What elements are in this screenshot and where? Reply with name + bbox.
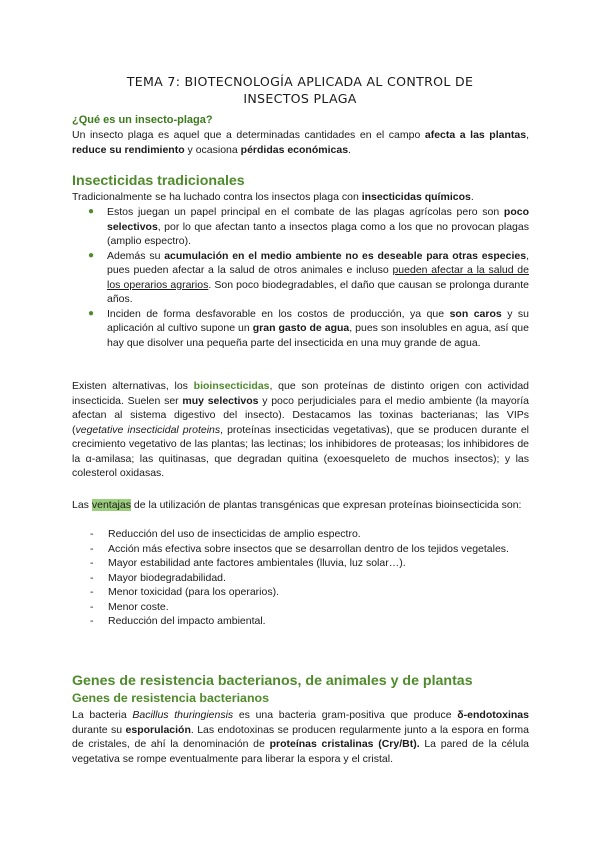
dash-marker: - [90, 600, 94, 613]
dash-marker: - [90, 586, 94, 598]
genes-heading: Genes de resistencia bacterianos, de animales y de plantas [72, 673, 473, 689]
traditional-text: Tradicionalmente se ha luchado contra los insectos plaga con [72, 191, 362, 203]
bullet-text: Estos juegan un papel principal en el combate de las plagas agrícolas pero son [107, 206, 504, 218]
intro-paragraph [72, 128, 529, 157]
dash-marker: - [90, 615, 94, 627]
advantage-item [90, 556, 529, 571]
bullet-bold: son caros [449, 307, 502, 320]
genes-subheading: Genes de resistencia bacterianos [72, 691, 269, 705]
genes-bold: proteínas cristalinas (Cry/Bt). [269, 738, 420, 750]
dash-marker: - [90, 557, 94, 569]
bullet-text: Además su [107, 249, 165, 262]
traditional-paragraph [72, 190, 529, 205]
genes-paragraph [72, 708, 529, 766]
advantages-list [90, 527, 529, 629]
intro-text-2: , [526, 129, 529, 141]
bullet-dot-icon: ● [88, 307, 95, 319]
advantage-item [90, 585, 529, 600]
bioinsecticides-paragraph [72, 379, 529, 481]
advantage-item [90, 527, 529, 542]
dash-marker: - [90, 528, 94, 540]
traditional-bold: insecticidas químicos [361, 191, 471, 203]
advantages-paragraph [72, 498, 529, 513]
advantage-text: Reducción del uso de insecticidas de amplio espectro. [108, 528, 361, 540]
bullet-item [88, 249, 529, 307]
genes-bold: δ-endotoxinas [457, 709, 529, 721]
advantage-text: Menor toxicidad (para los operarios). [108, 586, 279, 598]
bio-green-term: bioinsecticidas [193, 380, 270, 392]
genes-text: La bacteria [72, 709, 133, 721]
bio-text: , proteínas insecticidas vegetativas), que se producen durante el crecimiento vegetativo de las plantas; las lectinas; los inhibidores de proteasas; los inhibidores de la α-amilasa; las quitinasas, que degradan quitina (exoesqueleto de muchos insectos); y las colesterol oxidasas. [72, 423, 529, 479]
bullet-dot-icon: ● [88, 206, 95, 217]
traditional-end: . [470, 191, 474, 203]
dash-marker: - [90, 542, 94, 555]
intro-bold-2: reduce su rendimiento [72, 143, 185, 156]
bullet-text: Inciden de forma desfavorable en los costos de producción, ya que [107, 307, 450, 320]
advantages-text: de la utilización de plantas transgénicas que expresan proteínas bioinsecticida son: [130, 499, 522, 511]
genes-text: . Las endotoxinas se producen regularmente junto a la espora en forma de cristales, de ahí la denominación de [72, 723, 529, 750]
advantage-text: Mayor biodegradabilidad. [108, 571, 226, 584]
intro-bold-3: pérdidas económicas [240, 143, 349, 156]
intro-bold-1: afecta a las plantas [424, 129, 527, 141]
bio-text: , que son proteínas de distinto origen con actividad insecticida. Suelen ser [72, 380, 529, 407]
bullet-text: , por lo que afectan tanto a insectos plaga como a los que no provocan plagas (amplio espectro). [107, 220, 529, 247]
advantage-text: Acción más efectiva sobre insectos que se desarrollan dentro de los tejidos vegetales. [108, 542, 509, 555]
bio-italic: vegetative insecticidal proteins [75, 423, 221, 436]
genes-bold: esporulación [125, 723, 191, 736]
intro-text-3: y ocasiona [184, 143, 241, 156]
bullet-item [88, 307, 529, 351]
advantage-text: Mayor estabilidad ante factores ambientales (lluvia, luz solar…). [108, 557, 406, 569]
bullet-item [88, 205, 529, 249]
bullet-bold: gran gasto de agua [252, 322, 350, 334]
title-line-2: INSECTOS PLAGA [243, 91, 357, 106]
genes-text: La pared de la célula vegetativa se rompe eventualmente para liberar la espora y el cristal. [72, 738, 529, 765]
bullet-dot-icon: ● [88, 249, 95, 261]
traditional-bullet-list [88, 205, 529, 350]
advantage-item [90, 542, 529, 557]
advantage-item [90, 571, 529, 586]
genes-text: durante su [72, 723, 126, 736]
intro-text-1: Un insecto plaga es aquel que a determinadas cantidades en el campo [72, 129, 425, 141]
bullet-bold: acumulación en el medio ambiente no es deseable para otras especies [164, 249, 527, 262]
advantages-highlight: ventajas [91, 499, 131, 511]
title-line-1: TEMA 7: BIOTECNOLOGÍA APLICADA AL CONTROL DE [126, 74, 474, 89]
genes-text: es una bacteria gram-positiva que produce [233, 709, 458, 721]
advantage-item [90, 614, 529, 629]
advantage-item [90, 600, 529, 615]
bullet-text: y su aplicación al cultivo supone un [107, 307, 529, 334]
genes-italic: Bacillus thuringiensis [132, 709, 234, 721]
intro-text-4: . [348, 143, 351, 156]
bio-bold: muy selectivos [182, 394, 259, 407]
bio-text: Existen alternativas, los [72, 380, 194, 392]
bullet-text: . Son poco biodegradables, el daño que causan se prolonga durante años. [107, 278, 530, 305]
dash-marker: - [90, 571, 94, 584]
document-title [60, 73, 540, 107]
traditional-heading: Insecticidas tradicionales [72, 173, 245, 189]
advantage-text: Reducción del impacto ambiental. [108, 615, 266, 627]
bullet-text: , pues pueden afectar a la salud de otros animales e incluso [107, 249, 530, 276]
bullet-text: , pues son insolubles en agua, así que hay que disolver una pequeña parte del insecticida en una muy grande de agua. [107, 322, 529, 349]
advantages-text: Las [72, 499, 92, 511]
bullet-bold: poco selectivos [107, 206, 529, 233]
question-heading: ¿Qué es un insecto-plaga? [72, 114, 213, 126]
bio-text: y poco perjudiciales para el medio ambiente (la mayoría afectan al sistema digestivo del insecto). Destacamos las toxinas bacterianas; las VIPs ( [72, 394, 530, 436]
bullet-underlined: pueden afectar a la salud de los operarios agrarios [107, 264, 529, 291]
advantage-text: Menor coste. [108, 600, 169, 613]
